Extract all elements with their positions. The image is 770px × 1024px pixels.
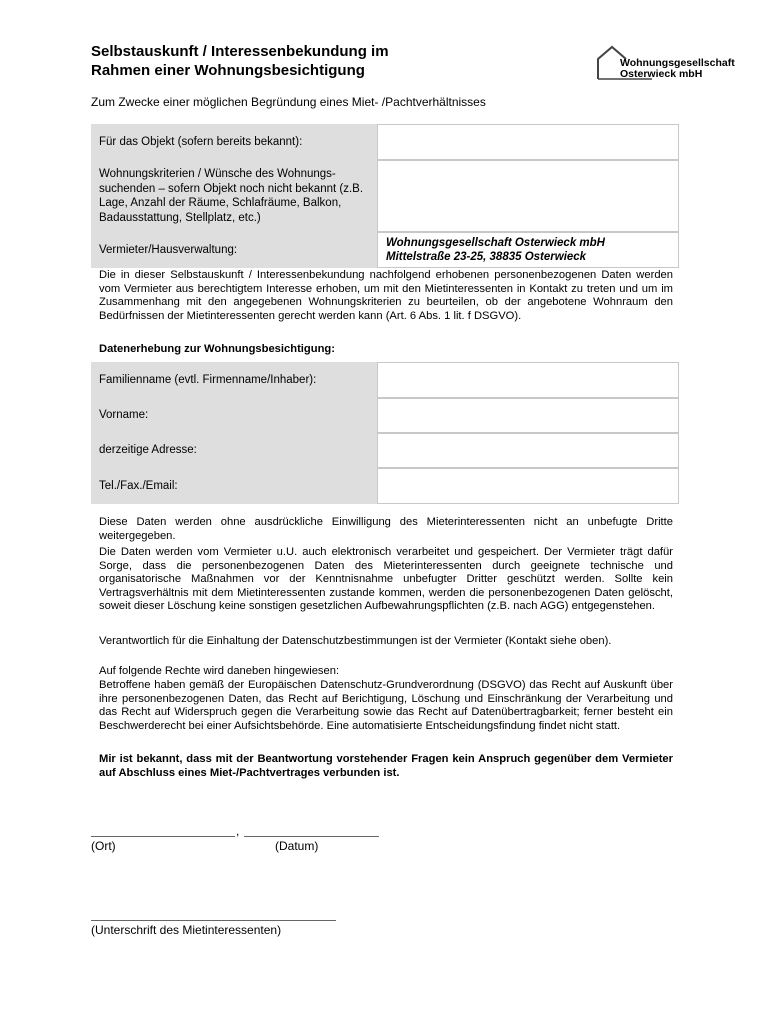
unterschrift-label: (Unterschrift des Mietinteressenten) [91, 923, 282, 937]
title-line-2: Rahmen einer Wohnungsbesichtigung [91, 62, 365, 79]
adresse-label: derzeitige Adresse: [91, 433, 377, 468]
kriterien-field[interactable] [377, 160, 679, 232]
vermieter-info [377, 232, 679, 268]
datum-label: (Datum) [275, 839, 319, 853]
logo-line-1: Wohnungsgesellschaft [620, 57, 735, 69]
datum-line[interactable] [244, 836, 379, 837]
objekt-label: Für das Objekt (sofern bereits bekannt): [91, 124, 377, 160]
vorname-label: Vorname: [91, 398, 377, 433]
paragraph-verantwortlich: Verantwortlich für die Einhaltung der Datenschutzbestimmungen ist der Vermieter (Kontakt siehe oben). [99, 635, 612, 647]
vermieter-address: Mittelstraße 23-25, 38835 Osterwieck [386, 251, 587, 263]
paragraph-rechte-intro: Auf folgende Rechte wird daneben hingewiesen: [99, 665, 340, 677]
familienname-field[interactable] [377, 362, 679, 398]
intro-text: Zum Zwecke einer möglichen Begründung eines Miet- /Pachtverhältnisses [91, 95, 486, 109]
logo-line-2: Osterwieck mbH [620, 68, 703, 80]
data-collection-notice: Die in dieser Selbstauskunft / Interessenbekundung nachfolgend erhobenen personenbezogenen Daten werden vom Vermieter aus berechtigtem Interesse erhoben, um mit den Mietinteressenten in Kontakt zu treten und um im Zusammenhang mit den angegebenen Wohnungskriterien zu beurteilen, ob der angebotene Wohnraum den Bedürfnissen der Mietinteressenten gerecht werden kann (Art. 6 Abs. 1 lit. f DSGVO). [99, 269, 673, 322]
paragraph-weitergabe: Diese Daten werden ohne ausdrückliche Einwilligung des Mieterinteressenten nicht an unbefugte Dritte weitergegeben. [99, 516, 673, 542]
unterschrift-line[interactable] [91, 920, 336, 921]
paragraph-kein-anspruch: Mir ist bekannt, dass mit der Beantwortung vorstehender Fragen kein Anspruch gegenüber dem Vermieter auf Abschluss eines Miet-/Pachtvertrages verbunden ist. [99, 753, 673, 779]
vorname-field[interactable] [377, 398, 679, 433]
ort-label: (Ort) [91, 839, 116, 853]
section-heading: Datenerhebung zur Wohnungsbesichtigung: [99, 343, 335, 355]
ort-line[interactable] [91, 836, 235, 837]
familienname-label: Familienname (evtl. Firmenname/Inhaber): [91, 362, 377, 398]
paragraph-rechte: Betroffene haben gemäß der Europäischen Datenschutz-Grundverordnung (DSGVO) das Recht auf Auskunft über ihre personenbezogenen Daten, das Recht auf Berichtigung, Löschung und Einschränkung der Verarbeitung und das Recht auf Widerspruch gegen die Verarbeitung sowie das Recht auf Datenübertragbarkeit; ferner besteht ein Beschwerderecht bei einer Aufsichtsbehörde. Eine automatisierte Entscheidungsfindung findet nicht statt. [99, 679, 673, 732]
adresse-field[interactable] [377, 433, 679, 468]
vermieter-label: Vermieter/Hausverwaltung: [91, 232, 377, 268]
objekt-field[interactable] [377, 124, 679, 160]
kontakt-label: Tel./Fax./Email: [91, 468, 377, 504]
vermieter-name: Wohnungsgesellschaft Osterwieck mbH [386, 237, 605, 249]
kriterien-label: Wohnungskriterien / Wünsche des Wohnungs-suchenden – sofern Objekt noch nicht bekannt (z.B. Lage, Anzahl der Räume, Schlafräume, Balkon, Badausstattung, Stellplatz, etc.) [91, 160, 377, 232]
kontakt-field[interactable] [377, 468, 679, 504]
document-title [91, 42, 511, 80]
signature-comma: , [236, 824, 240, 838]
title-line-1: Selbstauskunft / Interessenbekundung im [91, 43, 389, 60]
company-logo [620, 58, 735, 80]
paragraph-verarbeitung: Die Daten werden vom Vermieter u.U. auch elektronisch verarbeitet und gespeichert. Der Vermieter trägt dafür Sorge, dass die personenbezogenen Daten des Mieterinteressenten durch geeignete technische und organisatorische Maßnahmen vor der Kenntnisnahme unbefugter Dritter geschützt werden. Sollte kein Vertragsverhältnis mit dem Mietinteressenten zustande kommen, werden die personenbezogenen Daten gelöscht, soweit dieser Löschung keine sonstigen gesetzlichen Aufbewahrungspflichten (z.B. nach AGG) entgegenstehen. [99, 546, 673, 613]
